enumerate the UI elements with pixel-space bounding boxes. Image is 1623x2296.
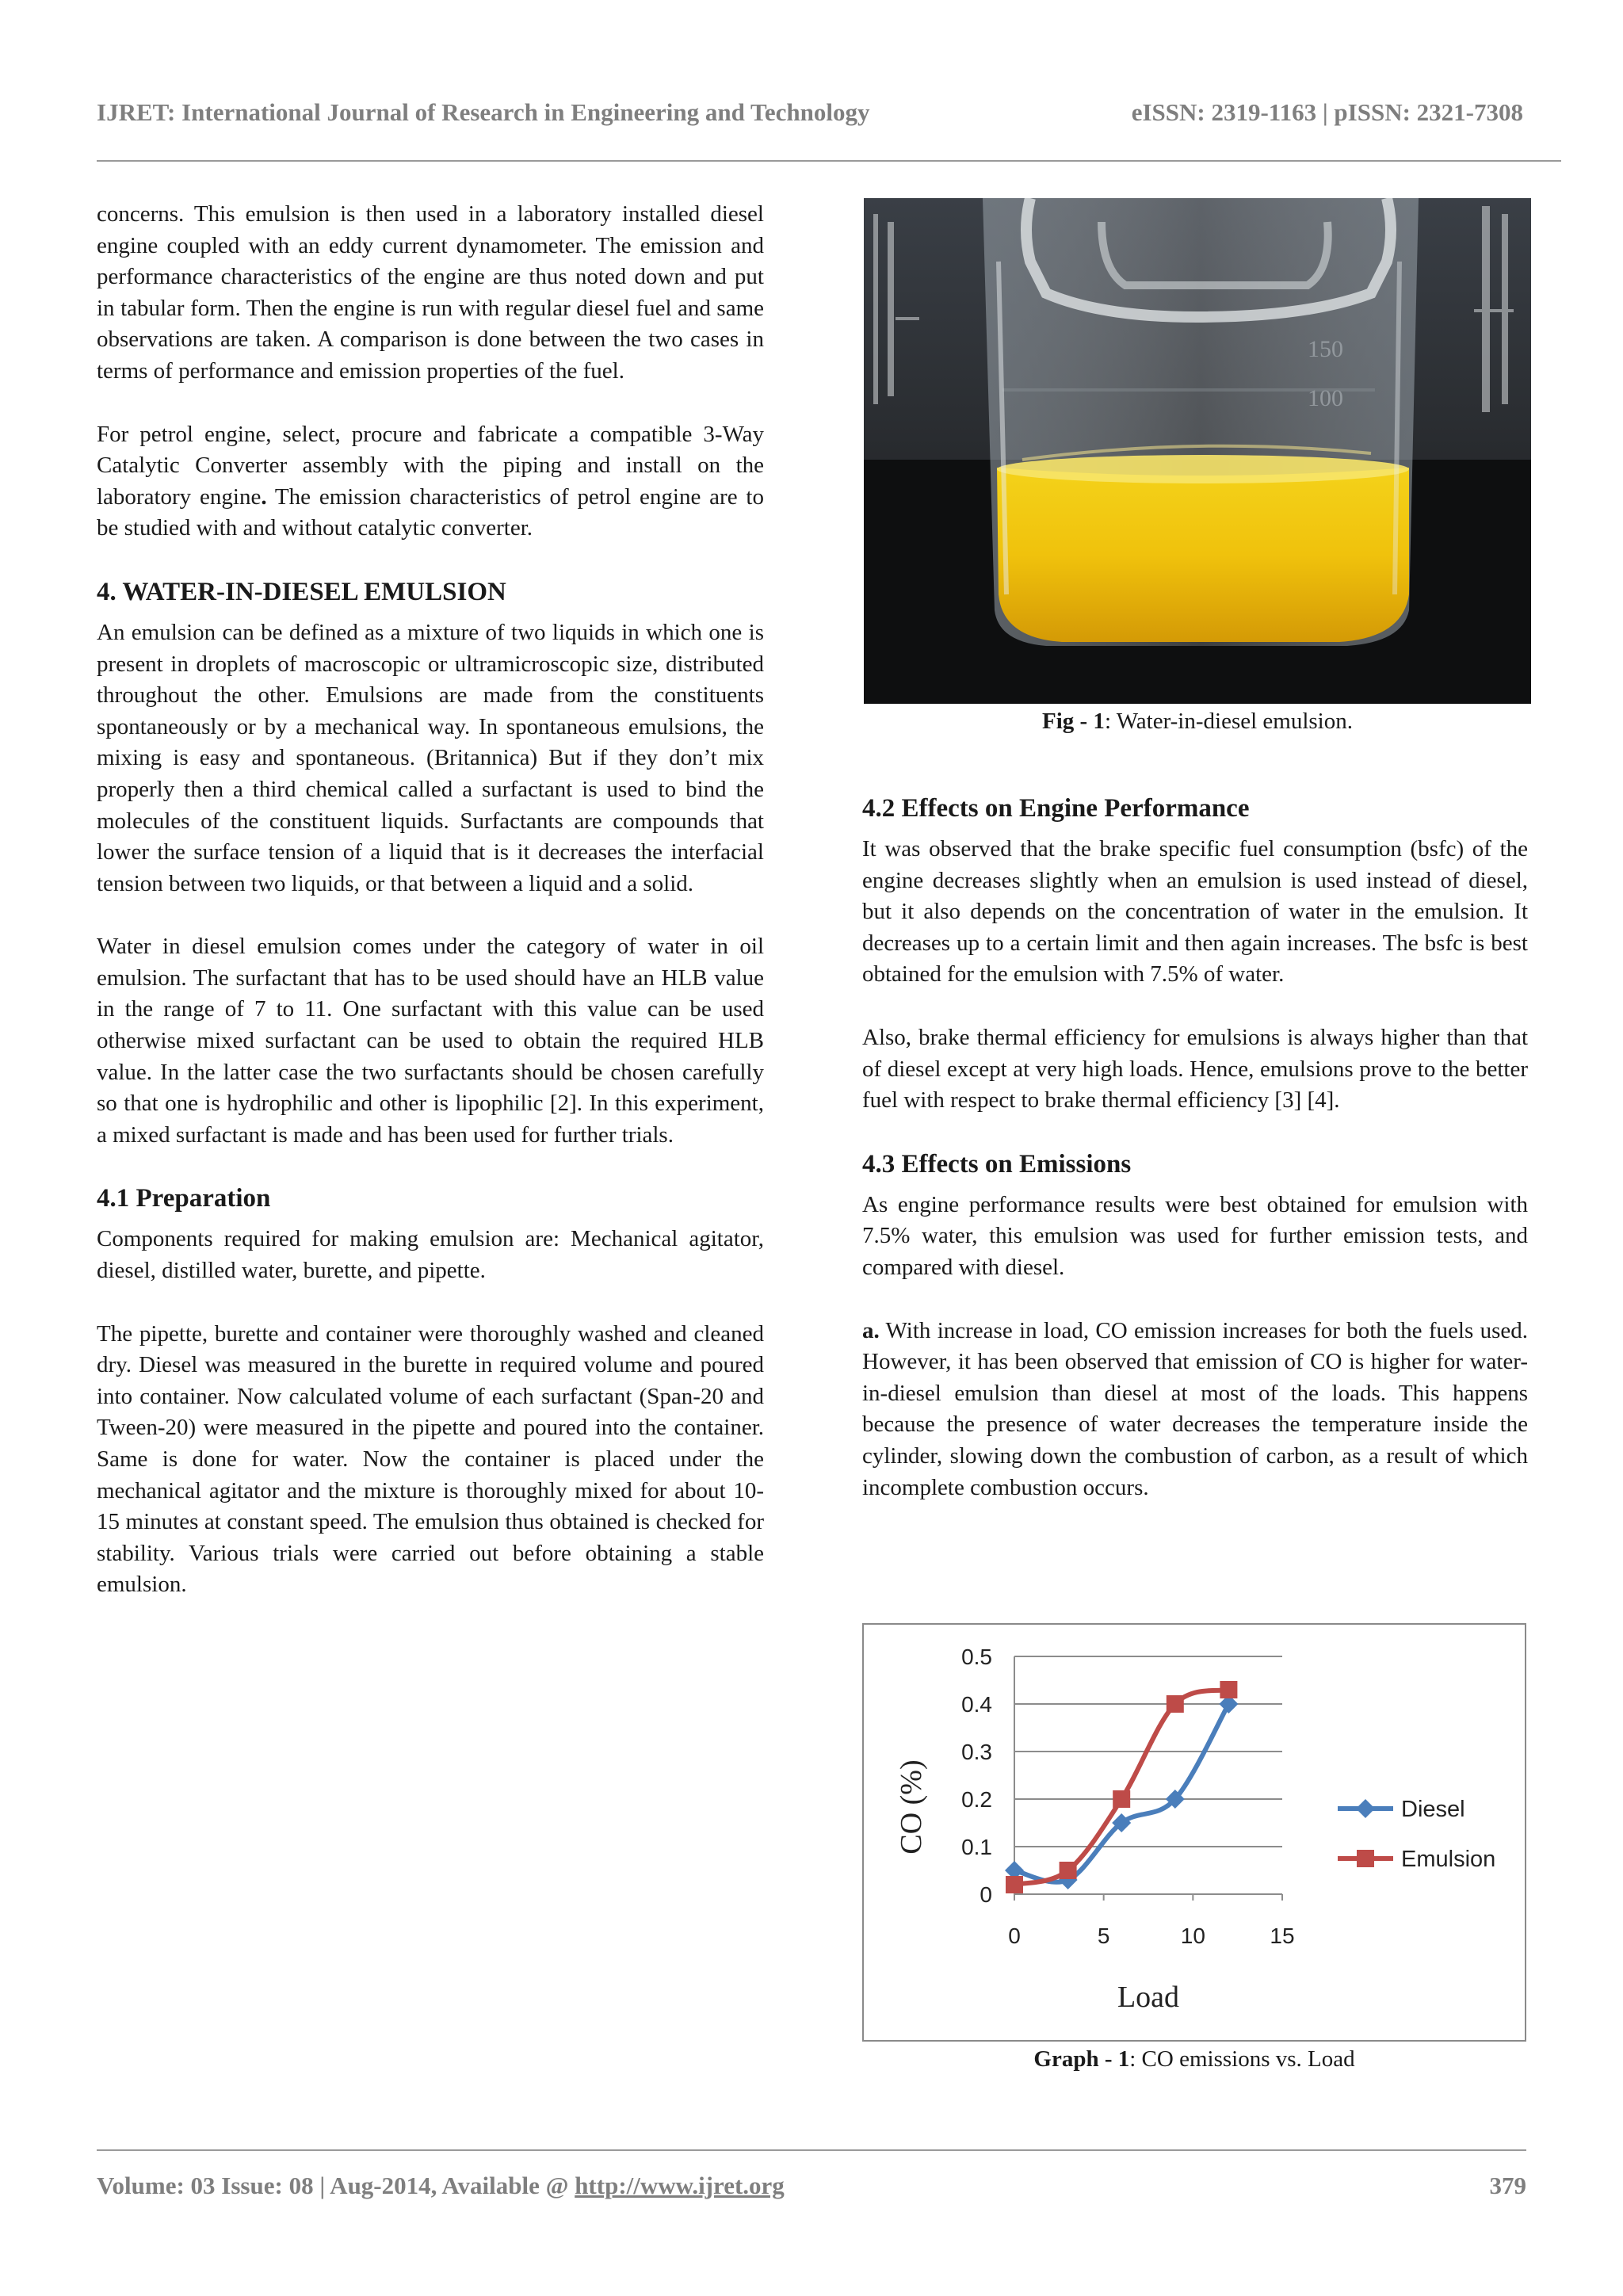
graph-1-box	[862, 1623, 1526, 2042]
y-tick-label: 0.3	[961, 1740, 992, 1764]
paragraph-thermal-efficiency: Also, brake thermal efficiency for emulsions is always higher than that of diesel except at very high loads. Hence, emulsions prove to the better fuel with respect to brake thermal efficiency [3] [4].	[862, 1024, 1528, 1114]
header-rule	[97, 160, 1561, 162]
paragraph-emission-tests: As engine performance results were best obtained for emulsion with 7.5% water, this emulsion was used for further emission tests, and compared with diesel.	[862, 1191, 1528, 1280]
paragraph-water-in-oil: Water in diesel emulsion comes under the category of water in oil emulsion. The surfactant that has to be used should have an HLB value in the range of 7 to 11. One surfactant with this value can be used otherwise mixed surfactant can be used to obtain the required HLB value. In the latter case the two surfactants should be chosen carefully so that one is hydrophilic and other is lipophilic [2]. In this experiment, a mixed surfactant is made and has been used for further trials.	[97, 934, 764, 1148]
x-tick-label: 15	[1270, 1924, 1295, 1948]
emulsion-data-point	[1113, 1790, 1130, 1808]
emulsion-data-point	[1006, 1876, 1023, 1893]
diesel-legend-label: Diesel	[1401, 1797, 1465, 1822]
right-column	[862, 793, 1528, 1503]
x-axis-title: Load	[1117, 1981, 1180, 2014]
beaker-mark-100: 100	[1308, 385, 1343, 411]
beaker-mark-150: 150	[1308, 336, 1343, 362]
paragraph-emulsion-definition: An emulsion can be defined as a mixture of two liquids in which one is present in droplets of macroscopic or ultramicroscopic size, distributed throughout the other. Emulsions are made from the constituents spontaneously or by a mechanical way. In spontaneous emulsions, the mixing is easy and spontaneous. (Britannica) But if they don’t mix properly then a third chemical called a surfactant is used to bind the molecules of the constituent liquids. Surfactants are compounds that lower the surface tension of a liquid that is it decreases the interfacial tension between two liquids, or that between a liquid and a solid.	[97, 619, 764, 896]
journal-title: IJRET: International Journal of Research in Engineering and Technology	[97, 98, 870, 126]
journal-link[interactable]: http://www.ijret.org	[575, 2172, 785, 2199]
figure-1-caption: Fig - 1: Water-in-diesel emulsion.	[1042, 709, 1353, 734]
page-number: 379	[1489, 2172, 1526, 2199]
footer-rule	[97, 2149, 1526, 2151]
emulsion-photo	[864, 198, 1531, 704]
graph-1-caption: Graph - 1: CO emissions vs. Load	[1033, 2046, 1355, 2072]
emulsion-legend-marker	[1357, 1850, 1374, 1867]
running-header	[97, 98, 1523, 133]
y-axis-title: CO (%)	[895, 1759, 928, 1855]
section-4-1-heading: 4.1 Preparation	[97, 1184, 271, 1213]
y-tick-label: 0.5	[961, 1645, 992, 1669]
x-tick-label: 5	[1097, 1924, 1110, 1948]
paragraph-concerns: concerns. This emulsion is then used in a laboratory installed diesel engine coupled with an eddy current dynamometer. The emission and performance characteristics of the engine are thus noted down and put in tabular form. Then the engine is run with regular diesel fuel and same observations are taken. A comparison is done between the two cases in terms of performance and emission properties of the fuel.	[97, 201, 764, 384]
emulsion-legend-label: Emulsion	[1401, 1847, 1496, 1872]
emulsion-photo-illustration	[864, 198, 1531, 704]
diesel-legend-marker	[1356, 1799, 1375, 1818]
emulsion-data-point	[1060, 1862, 1077, 1879]
paragraph-co-emission: a. With increase in load, CO emission increases for both the fuels used. However, it has been observed that emission of CO is higher for water-in-diesel emulsion than diesel at most of the loads. This happens because the presence of water decreases the temperature inside the cylinder, slowing down the combustion of carbon, as a result of which incomplete combustion occurs.	[862, 1317, 1528, 1500]
x-tick-label: 10	[1180, 1924, 1205, 1948]
co-emissions-chart	[864, 1625, 1525, 2040]
left-column	[97, 199, 764, 1601]
y-tick-label: 0	[980, 1882, 992, 1907]
y-tick-label: 0.1	[961, 1835, 992, 1859]
emulsion-series-line	[1014, 1690, 1228, 1885]
y-tick-label: 0.2	[961, 1787, 992, 1812]
paragraph-components: Components required for making emulsion are: Mechanical agitator, diesel, distilled water, burette, and pipette.	[97, 1226, 764, 1284]
issn-info: eISSN: 2319-1163 | pISSN: 2321-7308	[1131, 98, 1523, 126]
section-4-heading: 4. WATER-IN-DIESEL EMULSION	[97, 577, 506, 606]
section-4-3-heading: 4.3 Effects on Emissions	[862, 1149, 1132, 1179]
paragraph-bsfc: It was observed that the brake specific fuel consumption (bsfc) of the engine decreases slightly when an emulsion is used instead of diesel, but it also depends on the concentration of water in the emulsion. It decreases up to a certain limit and then again increases. The bsfc is best obtained for the emulsion with 7.5% of water.	[862, 836, 1528, 988]
paragraph-procedure: The pipette, burette and container were thoroughly washed and cleaned dry. Diesel was measured in the burette in required volume and poured into container. Now calculated volume of each surfactant (Span-20 and Tween-20) were measured in the pipette and poured into the container. Same is done for water. Now the container is placed under the mechanical agitator and the mixture is thoroughly mixed for about 10- 15 minutes at constant speed. The emulsion thus obtained is checked for stability. Various trials were carried out before obtaining a stable emulsion.	[97, 1320, 764, 1598]
section-4-2-heading: 4.2 Effects on Engine Performance	[862, 794, 1250, 823]
x-tick-label: 0	[1008, 1924, 1021, 1948]
paragraph-petrol-engine: For petrol engine, select, procure and fabricate a compatible 3-Way Catalytic Converter assembly with the piping and install on the laboratory engine. The emission characteristics of petrol engine are to be studied with and without catalytic converter.	[97, 421, 764, 541]
emulsion-data-point	[1220, 1681, 1237, 1698]
y-tick-label: 0.4	[961, 1692, 992, 1717]
running-footer	[97, 2172, 1526, 2206]
volume-info: Volume: 03 Issue: 08 | Aug-2014, Available @ http://www.ijret.org	[97, 2172, 785, 2199]
emulsion-data-point	[1167, 1695, 1184, 1713]
